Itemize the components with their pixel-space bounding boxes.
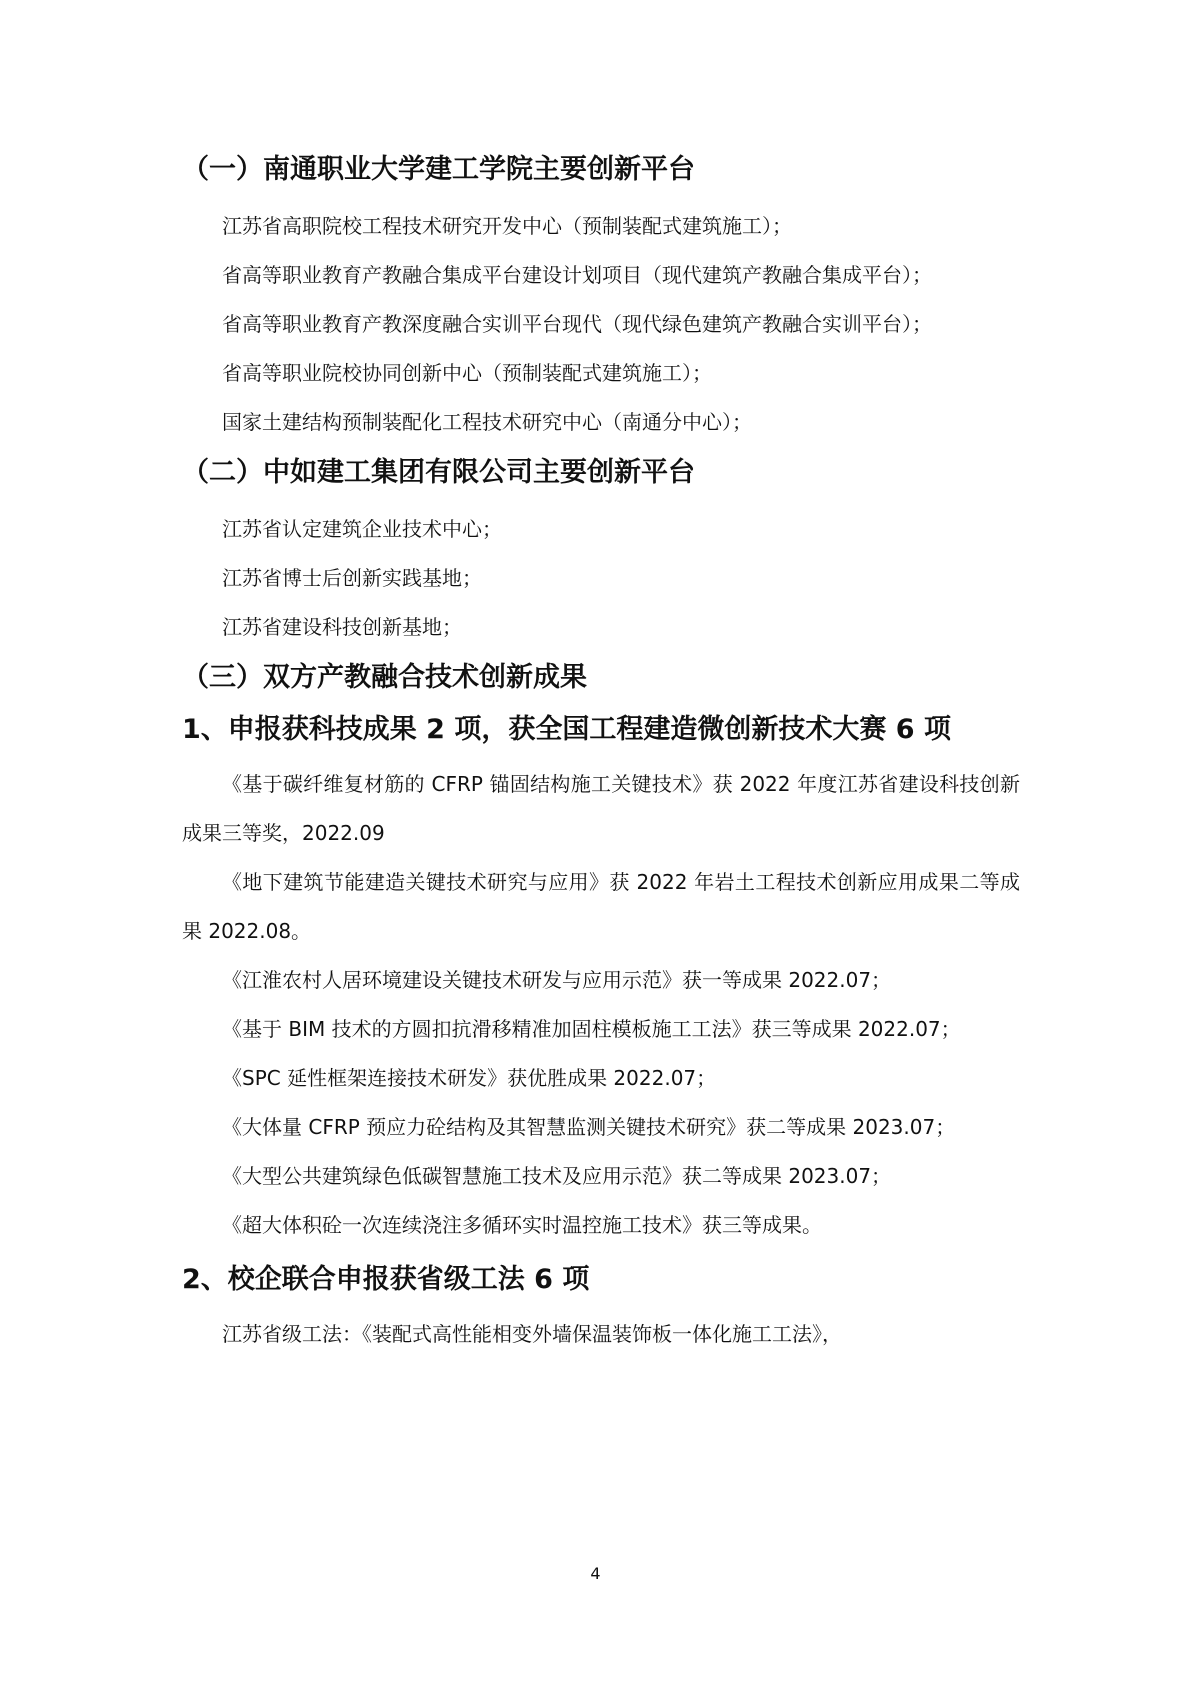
achievement-item: 《江淮农村人居环境建设关键技术研发与应用示范》获一等成果 2022.07；: [222, 968, 892, 992]
platform-item: 省高等职业教育产教深度融合实训平台现代（现代绿色建筑产教融合实训平台）；: [222, 312, 932, 336]
achievement-item: 《SPC 延性框架连接技术研发》获优胜成果 2022.07；: [222, 1066, 717, 1090]
achievement-item: 《超大体积砼一次连续浇注多循环实时温控施工技术》获三等成果。: [222, 1213, 822, 1237]
subsection-heading-1: 1、申报获科技成果 2 项，获全国工程建造微创新技术大赛 6 项: [182, 714, 951, 745]
platform-item: 江苏省认定建筑企业技术中心；: [222, 517, 502, 541]
page-number: 4: [590, 1564, 601, 1583]
construction-method-item: 江苏省级工法：《装配式高性能相变外墙保温装饰板一体化施工工法》，: [222, 1322, 842, 1346]
platform-item: 国家土建结构预制装配化工程技术研究中心（南通分中心）；: [222, 410, 752, 434]
achievement-item: 《基于碳纤维复材筋的 CFRP 锚固结构施工关键技术》获 2022 年度江苏省建设科技创新成果三等奖，2022.09: [182, 772, 1020, 845]
subsection-heading-2: 2、校企联合申报获省级工法 6 项: [182, 1264, 590, 1295]
section-heading-2: （二）中如建工集团有限公司主要创新平台: [182, 457, 695, 488]
section-heading-3: （三）双方产教融合技术创新成果: [182, 662, 587, 693]
platform-item: 江苏省博士后创新实践基地；: [222, 566, 482, 590]
platform-item: 江苏省高职院校工程技术研究开发中心（预制装配式建筑施工）；: [222, 214, 792, 238]
achievement-item: 《地下建筑节能建造关键技术研究与应用》获 2022 年岩土工程技术创新应用成果二等成果 2022.08。: [182, 870, 1020, 943]
achievement-item: 《基于 BIM 技术的方圆扣抗滑移精准加固柱模板施工工法》获三等成果 2022.07；: [222, 1017, 961, 1041]
achievement-item: 《大体量 CFRP 预应力砼结构及其智慧监测关键技术研究》获二等成果 2023.07；: [222, 1115, 956, 1139]
platform-item: 江苏省建设科技创新基地；: [222, 615, 462, 639]
achievement-item: 《大型公共建筑绿色低碳智慧施工技术及应用示范》获二等成果 2023.07；: [222, 1164, 892, 1188]
document-body: [182, 150, 1020, 1359]
section-heading-1: （一）南通职业大学建工学院主要创新平台: [182, 154, 695, 185]
platform-item: 省高等职业院校协同创新中心（预制装配式建筑施工）；: [222, 361, 712, 385]
platform-item: 省高等职业教育产教融合集成平台建设计划项目（现代建筑产教融合集成平台）；: [222, 263, 932, 287]
